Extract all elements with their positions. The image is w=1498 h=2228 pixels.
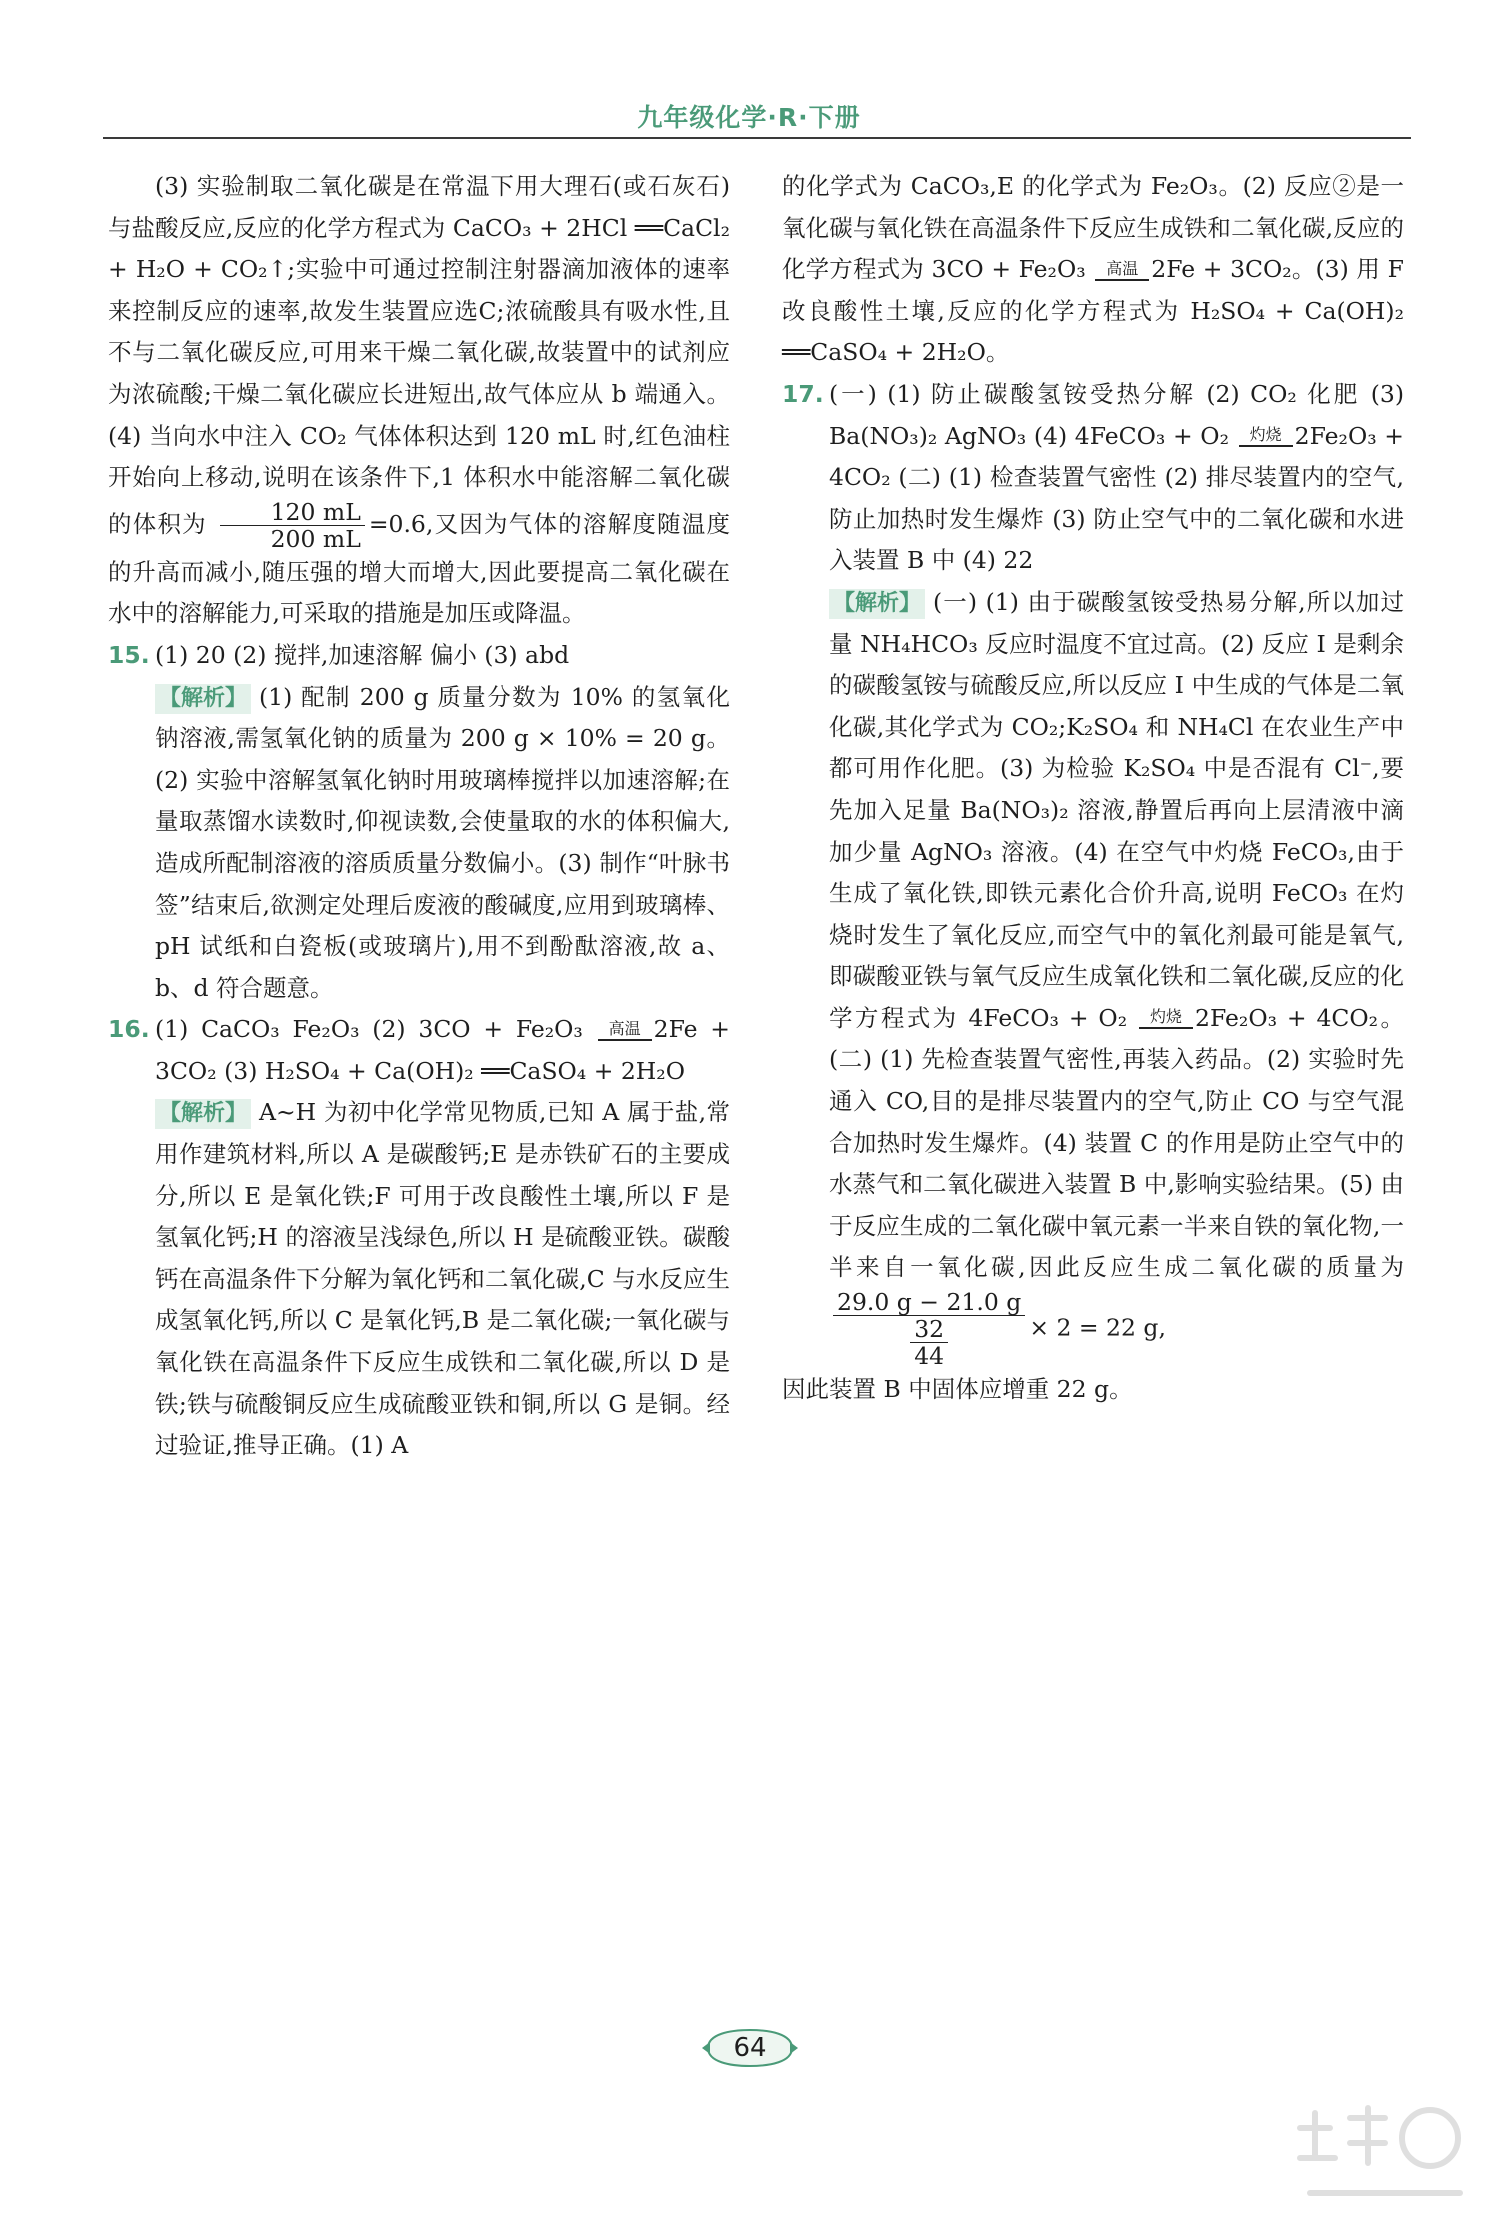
analysis-label: 【解析】 — [829, 589, 925, 619]
reaction-arrow-bar — [1239, 445, 1293, 447]
fraction-denominator — [833, 1316, 1025, 1369]
paragraph — [108, 166, 730, 635]
paragraph-text: =0.6,又因为气体的溶解度随温度的升高而减小,随压强的增大而增大,因此要提高二氧化碳在水中的溶解能力,可采取的措施是加压或降温。 — [108, 509, 730, 628]
reaction-condition — [598, 1018, 652, 1041]
answer-text: 2Fe₂O₃ + 4CO₂ (二) (1) 检查装置气密性 (2) 排尽装置内的空气,防止加热时发生爆炸 (3) 防止空气中的二氧化碳和水进入装置 B 中 (4) 22 — [829, 421, 1404, 575]
paragraph — [782, 1369, 1404, 1411]
reaction-condition — [1095, 258, 1149, 281]
fraction-numerator: 32 — [910, 1316, 948, 1343]
condition-label: 灼烧 — [1249, 425, 1282, 445]
condition-label: 高温 — [608, 1018, 641, 1038]
reaction-condition — [1139, 1009, 1193, 1029]
question-15-analysis — [108, 677, 730, 1010]
page-number — [700, 2026, 800, 2070]
question-number: 17. — [782, 379, 824, 408]
paragraph-text: 2Fe + 3CO₂。(3) 用 F 改良酸性土壤,反应的化学方程式为 H₂SO₄ + Ca(OH)₂ ══CaSO₄ + 2H₂O。 — [782, 255, 1404, 367]
question-number: 15. — [108, 640, 150, 669]
analysis-label: 【解析】 — [155, 684, 251, 714]
question-15 — [108, 635, 730, 677]
fraction — [833, 1289, 1025, 1369]
paragraph-text: (3) 实验制取二氧化碳是在常温下用大理石(或石灰石)与盐酸反应,反应的化学方程式为 CaCO₃ + 2HCl ══CaCl₂ + H₂O + CO₂↑;实验中可通过控制注射器滴加液体的速率来控制反应的速率,故发生装置应选C;浓硫酸具有吸水性,且不与二氧化碳反应,可用来干燥二氧化碳,故装置中的试剂应为浓硫酸;干燥二氧化碳应长进短出,故气体应从 b 端通入。(4) 当向水中注入 CO₂ 气体体积达到 120 mL 时,红色油柱开始向上移动,说明在该条件下,1 体积水中能溶解二氧化碳的体积为 — [108, 172, 730, 538]
answer-text: (1) CaCO₃ Fe₂O₃ (2) 3CO + Fe₂O₃ — [155, 1015, 583, 1044]
answer-text: (一) (1) 防止碳酸氢铵受热分解 (2) CO₂ 化肥 (3) Ba(NO₃)₂ AgNO₃ (4) 4FeCO₃ + O₂ — [829, 379, 1404, 450]
condition-label: 高温 — [1106, 258, 1139, 278]
paragraph-text: 的化学式为 CaCO₃,E 的化学式为 Fe₂O₃。(2) 反应②是一氧化碳与氧化铁在高温条件下反应生成铁和二氧化碳,反应的化学方程式为 3CO + Fe₂O₃ — [782, 172, 1404, 284]
fraction-numerator: 29.0 g − 21.0 g — [833, 1289, 1025, 1316]
analysis-text: (一) (1) 由于碳酸氢铵受热易分解,所以加过量 NH₄HCO₃ 反应时温度不宜过高。(2) 反应 Ⅰ 是剩余的碳酸氢铵与硫酸反应,所以反应 Ⅰ 中生成的气体是二氧化碳,其化学式为 CO₂;K₂SO₄ 和 NH₄Cl 在农业生产中都可用作化肥。(3) 为检验 K₂SO₄ 中是否混有 Cl⁻,要先加入足量 Ba(NO₃)₂ 溶液,静置后再向上层清液中滴加少量 AgNO₃ 溶液。(4) 在空气中灼烧 FeCO₃,由于生成了氧化铁,即铁元素化合价升高,说明 FeCO₃ 在灼烧时发生了氧化反应,而空气中的氧化剂最可能是氧气,即碳酸亚铁与氧气反应生成氧化铁和二氧化碳,反应的化学方程式为 4FeCO₃ + O₂ — [829, 587, 1404, 1032]
question-number: 16. — [108, 1015, 150, 1044]
watermark-logo-icon — [1290, 2098, 1480, 2218]
question-17-analysis — [782, 582, 1404, 1369]
analysis-label: 【解析】 — [155, 1099, 251, 1129]
fraction-denominator: 200 mL — [270, 524, 361, 553]
reaction-arrow-bar — [1139, 1027, 1193, 1029]
question-16-analysis — [108, 1092, 730, 1466]
paragraph — [782, 166, 1404, 374]
question-17 — [782, 374, 1404, 582]
analysis-text: × 2 = 22 g, — [1029, 1313, 1166, 1342]
page-number-text: 64 — [733, 2033, 767, 2063]
condition-label: 灼烧 — [1150, 1007, 1183, 1027]
question-16 — [108, 1009, 730, 1092]
fraction — [220, 499, 365, 552]
analysis-text: A~H 为初中化学常见物质,已知 A 属于盐,常用作建筑材料,所以 A 是碳酸钙;E 是赤铁矿石的主要成分,所以 E 是氧化铁;F 可用于改良酸性土壤,所以 F 是氢氧化钙;H 的溶液呈浅绿色,所以 H 是硫酸亚铁。碳酸钙在高温条件下分解为氧化钙和二氧化碳,C 与水反应生成氢氧化钙,所以 C 是氧化钙,B 是二氧化碳;一氧化碳与氧化铁在高温条件下反应生成铁和二氧化碳,所以 D 是铁;铁与硫酸铜反应生成硫酸亚铁和铜,所以 G 是铜。经过验证,推导正确。(1) A — [155, 1098, 730, 1460]
analysis-text: 因此装置 B 中固体应增重 22 g。 — [782, 1375, 1133, 1404]
fraction-numerator: 120 mL — [220, 499, 365, 526]
left-column — [108, 166, 730, 1467]
right-column — [782, 166, 1404, 1411]
reaction-condition — [1239, 427, 1293, 447]
reaction-arrow-bar — [1095, 279, 1149, 281]
analysis-text: 2Fe₂O₃ + 4CO₂。(二) (1) 先检查装置气密性,再装入药品。(2) 实验时先通入 CO,目的是排尽装置内的空气,防止 CO 与空气混合加热时发生爆炸。(4) 装置 C 的作用是防止空气中的水蒸气和二氧化碳进入装置 B 中,影响实验结果。(5) 由于反应生成的二氧化碳中氧元素一半来自铁的氧化物,一半来自一氧化碳,因此反应生成二氧化碳的质量为 — [829, 1003, 1404, 1282]
fraction-denominator: 44 — [914, 1342, 945, 1371]
answer-text: 2Fe + 3CO₂ (3) H₂SO₄ + Ca(OH)₂ ══CaSO₄ + 2H₂O — [155, 1015, 730, 1085]
header-divider — [103, 137, 1411, 139]
answer-text: (1) 20 (2) 搅拌,加速溶解 偏小 (3) abd — [155, 640, 570, 669]
analysis-text: (1) 配制 200 g 质量分数为 10% 的氢氧化钠溶液,需氢氧化钠的质量为 200 g × 10% = 20 g。(2) 实验中溶解氢氧化钠时用玻璃棒搅拌以加速溶解;在量取蒸馏水读数时,仰视读数,会使量取的水的体积偏大,造成所配制溶液的溶质质量分数偏小。(3) 制作“叶脉书签”结束后,欲测定处理后废液的酸碱度,应用到玻璃棒、pH 试纸和白瓷板(或玻璃片),用不到酚酞溶液,故 a、b、d 符合题意。 — [155, 682, 731, 1002]
inner-fraction — [910, 1316, 948, 1369]
page-header-title: 九年级化学·R·下册 — [637, 103, 861, 132]
reaction-arrow-bar — [598, 1039, 652, 1041]
